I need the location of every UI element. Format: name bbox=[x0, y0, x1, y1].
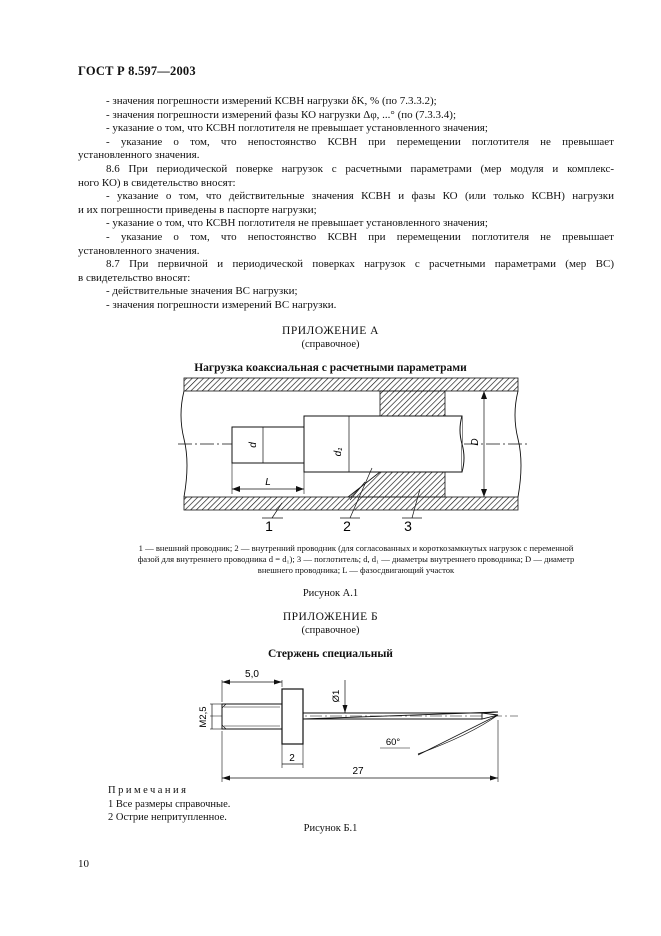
dim-D-arrow-top bbox=[481, 391, 487, 399]
legend-line: фазой для внутреннего проводника d = d₁); 3 — поглотитель; d, d₁ — диаметры внутреннего проводника; D — диаметр bbox=[137, 554, 575, 564]
page-number: 10 bbox=[78, 858, 89, 870]
dim-arrow bbox=[490, 776, 498, 781]
thread-body bbox=[222, 704, 282, 729]
paragraph-cont: в свидетельство вносят: bbox=[78, 271, 191, 284]
dim-arrow bbox=[222, 680, 230, 685]
section-8-5 bbox=[78, 95, 614, 163]
dim-L-label: L bbox=[265, 477, 271, 488]
note-item: 2 Острие непритупленное. bbox=[108, 812, 227, 823]
note-item: 1 Все размеры справочные. bbox=[108, 798, 231, 810]
paragraph: 8.6 При периодической поверке нагрузок с расчетными параметрами (мер модуля и комплекс- bbox=[106, 163, 614, 175]
appendix-b-subtitle: (справочное) bbox=[301, 625, 360, 636]
dim-diameter: Ø1 bbox=[331, 689, 342, 703]
figure-a1-title: Нагрузка коаксиальная с расчетными параметрами bbox=[194, 362, 467, 374]
outer-conductor-top bbox=[184, 378, 518, 391]
section-8-6 bbox=[78, 163, 614, 258]
list-item: - указание о том, что КСВН поглотителя не превышает установленного значения; bbox=[106, 217, 488, 230]
section-8-7 bbox=[78, 258, 614, 312]
callout-3: 3 bbox=[404, 518, 412, 534]
angle-leg bbox=[418, 715, 498, 755]
list-item-cont: установленного значения. bbox=[78, 149, 200, 162]
list-item: - действительные значения ВС нагрузки; bbox=[106, 285, 298, 298]
document-code: ГОСТ Р 8.597—2003 bbox=[78, 64, 196, 78]
paragraph-cont: ного КО) в свидетельство вносят: bbox=[78, 176, 236, 189]
figure-b1-title: Стержень специальный bbox=[268, 648, 393, 660]
dim-D-arrow-bottom bbox=[481, 489, 487, 497]
dim-head: 2 bbox=[289, 753, 295, 764]
notes-title: Примечания bbox=[108, 785, 189, 796]
shaft bbox=[303, 712, 498, 719]
inner-conductor-thin bbox=[232, 427, 304, 463]
list-item: - значения погрешности измерений ВС нагрузки. bbox=[106, 298, 337, 311]
list-item: - указание о том, что непостоянство КСВН при перемещении поглотителя не превышает bbox=[106, 230, 614, 243]
dim-thread-length: 5,0 bbox=[245, 669, 259, 680]
list-item: - значения погрешности измерений фазы КО нагрузки Δφ, ...° (по (7.3.3.4); bbox=[106, 108, 457, 121]
list-item: - значения погрешности измерений КСВН нагрузки δK, % (по 7.3.3.2); bbox=[106, 95, 437, 107]
inner-conductor-thick bbox=[304, 416, 462, 472]
callout-2: 2 bbox=[343, 518, 351, 534]
list-item-cont: установленного значения. bbox=[78, 244, 200, 257]
appendix-b-title: ПРИЛОЖЕНИЕ Б bbox=[282, 611, 379, 623]
dim-d1-label: d₁ bbox=[333, 447, 344, 457]
list-item: - указание о том, что КСВН поглотителя не превышает установленного значения; bbox=[106, 122, 488, 135]
legend-line: 1 — внешний проводник; 2 — внутренний проводник (для согласованных и короткозамкнутых нагрузок с переменной bbox=[138, 543, 574, 553]
figure-b1-notes bbox=[108, 784, 230, 825]
appendix-a-subtitle: (справочное) bbox=[301, 339, 360, 350]
figure-a1-caption: Рисунок А.1 bbox=[302, 588, 359, 599]
dim-arrow bbox=[222, 776, 230, 781]
paragraph: 8.7 При первичной и периодической поверках нагрузок с расчетными параметрами (мер ВС) bbox=[106, 258, 614, 270]
collar bbox=[282, 689, 303, 744]
dim-d-label: d bbox=[248, 442, 259, 448]
list-item: - указание о том, что действительные значения КСВН и фазы КО (или только КСВН) нагрузки bbox=[106, 190, 614, 203]
dim-arrow bbox=[343, 705, 348, 713]
list-item: - указание о том, что непостоянство КСВН при перемещении поглотителя не превышает bbox=[106, 135, 614, 148]
dim-L-arrow-right bbox=[296, 486, 304, 492]
list-item-cont: и их погрешности приведены в паспорте нагрузки; bbox=[78, 203, 317, 216]
dim-total: 27 bbox=[352, 766, 364, 777]
callout-1: 1 bbox=[265, 518, 273, 534]
appendix-a-title: ПРИЛОЖЕНИЕ А bbox=[282, 325, 379, 337]
dim-angle: 60° bbox=[385, 737, 401, 748]
dim-L-arrow-left bbox=[232, 486, 240, 492]
dim-arrow bbox=[274, 680, 282, 685]
coaxial-load-drawing bbox=[0, 372, 661, 538]
figure-a1-legend bbox=[108, 543, 604, 576]
dim-thread: M2,5 bbox=[198, 706, 209, 728]
legend-line: внешнего проводника; L — фазосдвигающий участок bbox=[257, 565, 455, 575]
figure-b1-caption: Рисунок Б.1 bbox=[303, 823, 358, 834]
dim-D-label: D bbox=[470, 438, 481, 446]
special-rod-drawing bbox=[0, 660, 661, 784]
